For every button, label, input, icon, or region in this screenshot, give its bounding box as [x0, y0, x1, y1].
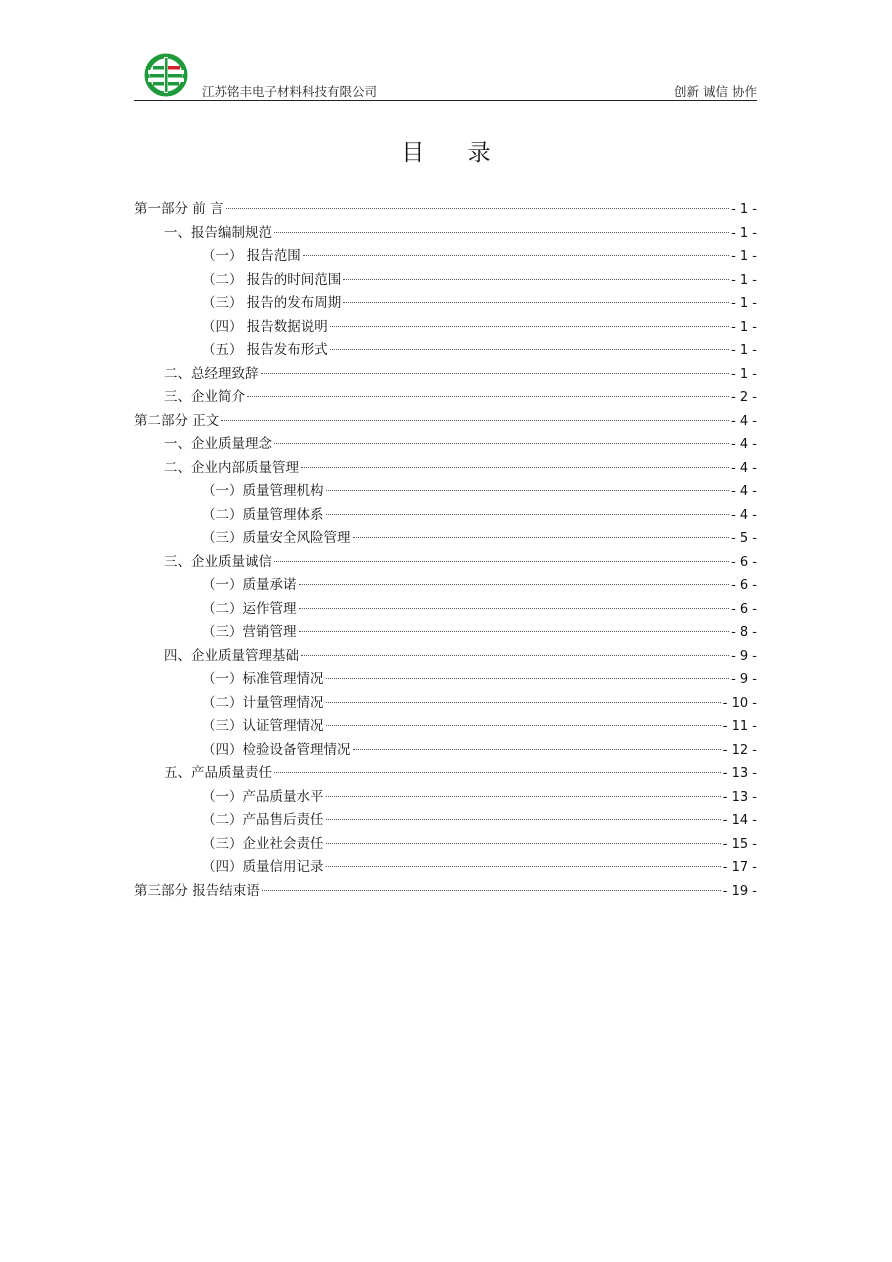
toc-entry[interactable]	[134, 292, 757, 316]
toc-dot-leader	[353, 749, 721, 750]
company-logo-icon	[144, 53, 188, 97]
toc-entry-label: 第一部分 前 言	[134, 201, 224, 217]
toc-entry[interactable]	[134, 245, 757, 269]
page-title: 目 录	[401, 140, 509, 166]
toc-entry-page: - 1 -	[731, 366, 757, 382]
toc-entry-label: （二） 报告的时间范围	[202, 271, 342, 288]
toc-entry-page: - 2 -	[731, 390, 757, 405]
toc-dot-leader	[299, 608, 730, 609]
toc-dot-leader	[226, 208, 729, 209]
toc-entry-page: - 19 -	[722, 883, 757, 899]
toc-entry[interactable]	[134, 363, 757, 387]
toc-entry-page: - 4 -	[731, 413, 757, 429]
toc-entry-page: - 4 -	[731, 507, 757, 523]
toc-entry-label: （五） 报告发布形式	[202, 342, 328, 358]
header-divider	[134, 100, 757, 101]
toc-entry-page: - 15 -	[722, 836, 757, 852]
toc-entry-page: - 5 -	[731, 531, 757, 546]
company-name: 江苏铭丰电子材料科技有限公司	[202, 84, 378, 99]
toc-dot-leader	[326, 702, 721, 703]
toc-entry[interactable]	[134, 762, 757, 786]
toc-entry[interactable]	[134, 480, 757, 504]
toc-entry-label: 三、企业质量诚信	[164, 553, 272, 570]
toc-dot-leader	[326, 819, 721, 820]
toc-entry[interactable]	[134, 198, 757, 222]
toc-entry-page: - 13 -	[722, 766, 757, 781]
toc-dot-leader	[299, 584, 730, 585]
toc-dot-leader	[247, 396, 729, 397]
toc-dot-leader	[326, 866, 721, 867]
toc-entry-label: （三） 报告的发布周期	[202, 295, 342, 311]
toc-entry[interactable]	[134, 574, 757, 598]
toc-entry[interactable]	[134, 833, 757, 857]
toc-entry-label: 二、企业内部质量管理	[164, 459, 299, 476]
toc-entry[interactable]	[134, 668, 757, 692]
toc-entry-page: - 1 -	[731, 225, 757, 241]
toc-entry-page: - 1 -	[731, 249, 757, 264]
toc-entry-label: （二）产品售后责任	[202, 812, 324, 828]
toc-entry[interactable]	[134, 621, 757, 645]
toc-entry-page: - 10 -	[722, 695, 757, 711]
toc-entry-label: （四） 报告数据说明	[202, 318, 328, 335]
toc-entry-label: 五、产品质量责任	[164, 765, 272, 781]
toc-dot-leader	[301, 467, 729, 468]
toc-entry-page: - 1 -	[731, 202, 757, 217]
toc-entry[interactable]	[134, 269, 757, 293]
toc-dot-leader	[221, 420, 729, 421]
toc-entry-page: - 1 -	[731, 319, 757, 335]
toc-entry-label: 三、企业简介	[164, 389, 245, 405]
toc-entry-label: （三）认证管理情况	[202, 718, 324, 734]
toc-entry-label: （三）企业社会责任	[202, 835, 324, 852]
toc-entry-page: - 8 -	[731, 625, 757, 640]
toc-dot-leader	[343, 302, 729, 303]
toc-entry-page: - 9 -	[731, 648, 757, 664]
toc-dot-leader	[343, 279, 729, 280]
toc-entry-label: 第三部分 报告结束语	[134, 882, 260, 899]
table-of-contents	[134, 198, 757, 903]
toc-entry-page: - 13 -	[722, 789, 757, 805]
toc-entry[interactable]	[134, 410, 757, 434]
toc-entry-page: - 9 -	[731, 672, 757, 687]
toc-entry[interactable]	[134, 692, 757, 716]
toc-entry-label: 一、企业质量理念	[164, 436, 272, 452]
toc-dot-leader	[326, 796, 721, 797]
toc-entry-label: （一）产品质量水平	[202, 788, 324, 805]
toc-dot-leader	[326, 725, 721, 726]
toc-entry-label: （三）质量安全风险管理	[202, 530, 351, 546]
toc-entry-label: （四）质量信用记录	[202, 859, 324, 875]
toc-dot-leader	[274, 772, 721, 773]
toc-dot-leader	[274, 443, 729, 444]
toc-entry[interactable]	[134, 715, 757, 739]
toc-entry-page: - 1 -	[731, 272, 757, 288]
toc-entry-page: - 12 -	[722, 742, 757, 758]
toc-entry[interactable]	[134, 386, 757, 410]
toc-entry-label: （一） 报告范围	[202, 248, 301, 264]
page-header	[134, 50, 757, 102]
toc-dot-leader	[274, 561, 729, 562]
toc-entry[interactable]	[134, 504, 757, 528]
toc-entry[interactable]	[134, 598, 757, 622]
toc-entry-page: - 4 -	[731, 437, 757, 452]
toc-entry-label: 第二部分 正文	[134, 412, 220, 429]
toc-entry-label: （二）计量管理情况	[202, 694, 324, 711]
toc-dot-leader	[274, 232, 729, 233]
toc-entry[interactable]	[134, 739, 757, 763]
toc-entry[interactable]	[134, 786, 757, 810]
toc-entry-label: 一、报告编制规范	[164, 224, 272, 241]
toc-dot-leader	[301, 655, 729, 656]
toc-entry[interactable]	[134, 856, 757, 880]
toc-entry[interactable]	[134, 880, 757, 904]
toc-dot-leader	[330, 349, 729, 350]
toc-entry-label: （一）质量管理机构	[202, 483, 324, 499]
toc-entry[interactable]	[134, 339, 757, 363]
toc-dot-leader	[326, 490, 730, 491]
toc-entry-label: （一）质量承诺	[202, 577, 297, 593]
toc-entry-label: 二、总经理致辞	[164, 365, 259, 382]
toc-entry-page: - 14 -	[722, 813, 757, 828]
toc-entry-label: （二）质量管理体系	[202, 506, 324, 523]
toc-entry-label: （一）标准管理情况	[202, 671, 324, 687]
toc-dot-leader	[330, 326, 729, 327]
toc-dot-leader	[262, 890, 721, 891]
toc-entry-page: - 6 -	[731, 601, 757, 617]
toc-entry-page: - 1 -	[731, 343, 757, 358]
toc-entry[interactable]	[134, 645, 757, 669]
toc-dot-leader	[326, 843, 721, 844]
toc-dot-leader	[326, 514, 730, 515]
toc-entry-label: （三）营销管理	[202, 624, 297, 640]
toc-entry[interactable]	[134, 316, 757, 340]
toc-entry-page: - 6 -	[731, 578, 757, 593]
toc-entry-page: - 6 -	[731, 554, 757, 570]
toc-entry[interactable]	[134, 457, 757, 481]
toc-entry[interactable]	[134, 527, 757, 551]
toc-entry-label: 四、企业质量管理基础	[164, 647, 299, 664]
toc-entry-label: （二）运作管理	[202, 600, 297, 617]
company-motto: 创新 诚信 协作	[674, 84, 757, 99]
toc-entry-page: - 4 -	[731, 460, 757, 476]
toc-entry[interactable]	[134, 222, 757, 246]
toc-dot-leader	[303, 255, 729, 256]
toc-entry[interactable]	[134, 551, 757, 575]
toc-dot-leader	[261, 373, 730, 374]
toc-dot-leader	[299, 631, 730, 632]
toc-entry-page: - 17 -	[722, 860, 757, 875]
toc-entry-page: - 11 -	[722, 719, 757, 734]
toc-entry[interactable]	[134, 809, 757, 833]
toc-entry-page: - 4 -	[731, 484, 757, 499]
toc-entry-label: （四）检验设备管理情况	[202, 741, 351, 758]
toc-dot-leader	[353, 537, 730, 538]
toc-dot-leader	[326, 678, 730, 679]
toc-entry-page: - 1 -	[731, 296, 757, 311]
toc-entry[interactable]	[134, 433, 757, 457]
